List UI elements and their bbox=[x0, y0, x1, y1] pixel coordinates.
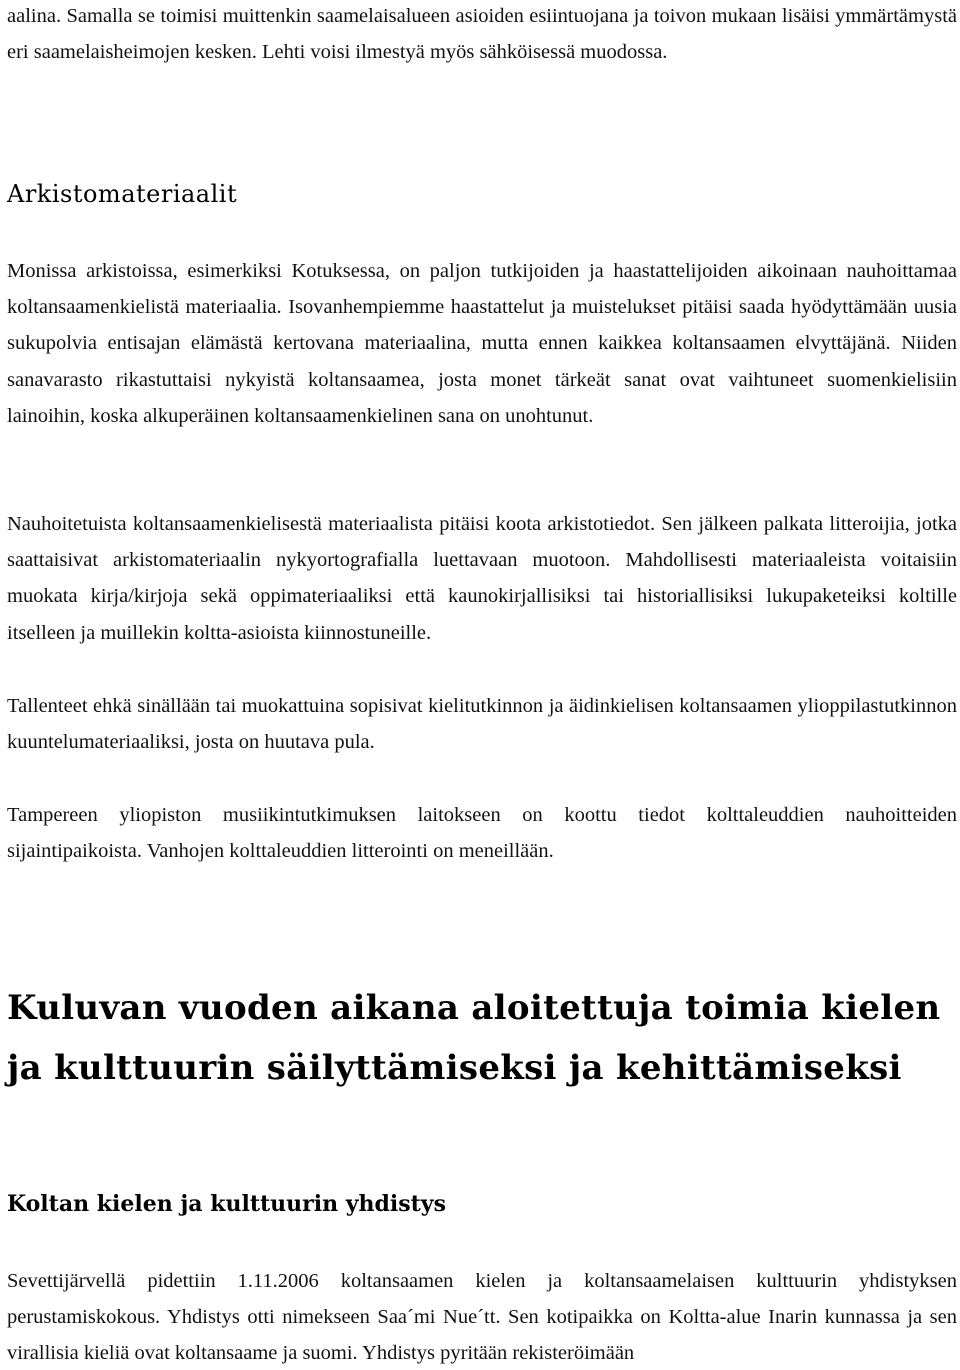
archive-paragraph-3: Tallenteet ehkä sinällään tai muokattuina sopisivat kielitutkinnon ja äidinkielisen koltansaamen ylioppilastutkinnon kuuntelumateriaaliksi, josta on huutava pula. bbox=[7, 695, 957, 754]
association-paragraph: Sevettijärvellä pidettiin 1.11.2006 koltansaamen kielen ja koltansaamelaisen kulttuurin yhdistyksen perustamiskokous. Yhdistys otti nimekseen Saa´mi Nue´tt. Sen kotipaikka on Koltta-alue Inarin kunnassa ja sen virallisia kieliä ovat koltansaame ja suomi. Yhdistys pyritään rekisteröimään bbox=[7, 1270, 957, 1365]
archive-paragraph-2: Nauhoitetuista koltansaamenkielisestä materiaalista pitäisi koota arkistotiedot. Sen jälkeen palkata litteroijia, jotka saattaisivat arkistomateriaalin nykyortografialla luettavaan muotoon. Mahdollisesti materiaaleista voitaisiin muokata kirja/kirjoja sekä oppimateriaaliksi että kaunokirjallisiksi tai historiallisiksi lukupaketeiksi koltille itselleen ja muillekin koltta-asioista kiinnostuneille. bbox=[7, 513, 957, 644]
archive-paragraph-4: Tampereen yliopiston musiikintutkimuksen laitokseen on koottu tiedot kolttaleuddien nauhoitteiden sijaintipaikoista. Vanhojen kolttaleuddien litterointi on meneillään. bbox=[7, 804, 957, 863]
intro-paragraph: aalina. Samalla se toimisi muittenkin saamelaisalueen asioiden esiintuojana ja toivon mukaan lisäisi ymmärtämystä eri saamelaisheimojen kesken. Lehti voisi ilmestyä myös sähköisessä muodossa. bbox=[7, 5, 957, 64]
archive-paragraph-1: Monissa arkistoissa, esimerkiksi Kotuksessa, on paljon tutkijoiden ja haastattelijoiden aikoinaan nauhoittamaa koltansaamenkielistä materiaalia. Isovanhempiemme haastattelut ja muistelukset pitäisi saada hyödyttämään uusia sukupolvia entisajan elämästä kertovana materiaalina, mutta ennen kaikkea koltansaamen elvyttäjänä. Niiden sanavarasto rikastuttaisi nykyistä koltansaamea, josta monet tärkeät sanat ovat vaihtuneet suomenkielisiin lainoihin, koska alkuperäinen koltansaamenkielinen sana on unohtunut. bbox=[7, 260, 957, 427]
main-heading: Kuluvan vuoden aikana aloitettuja toimia kielen ja kulttuurin säilyttämiseksi ja kehittämiseksi bbox=[7, 988, 941, 1088]
association-section-heading: Koltan kielen ja kulttuurin yhdistys bbox=[7, 1191, 446, 1217]
archive-section-heading: Arkistomateriaalit bbox=[7, 180, 238, 208]
